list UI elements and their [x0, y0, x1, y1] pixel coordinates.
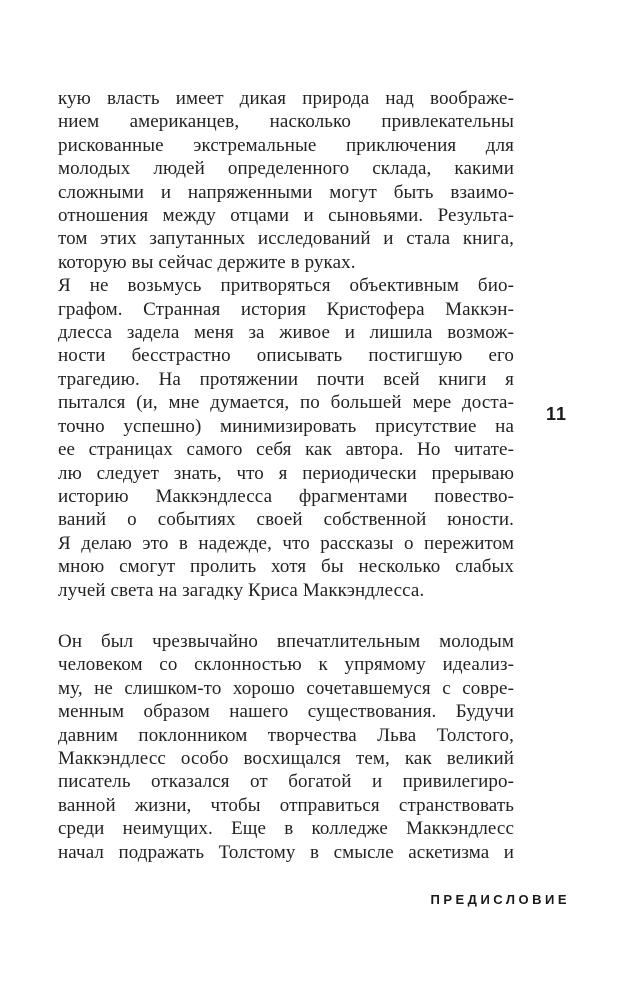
text-line: Маккэндлесс особо восхищался тем, как великий: [58, 747, 514, 769]
text-block: [58, 87, 514, 864]
text-line: Он был чрезвычайно впечатлительным молодым: [58, 630, 514, 652]
text-line: нием американцев, насколько привлекательны: [58, 111, 514, 133]
text-line: Я не возьмусь притворяться объективным био-: [58, 275, 514, 297]
text-line: которую вы сейчас держите в руках.: [58, 251, 356, 273]
text-line: менным образом нашего существования. Будучи: [58, 701, 514, 723]
text-line: лю следует знать, что я периодически прерываю: [58, 462, 514, 484]
text-line: лучей света на загадку Криса Маккэндлесса.: [58, 579, 425, 601]
paragraph: [58, 630, 514, 864]
text-line: сложными и напряженными могут быть взаимо-: [58, 181, 514, 203]
text-line: пытался (и, мне думается, по большей мере доста-: [58, 392, 514, 414]
text-line: отношения между отцами и сыновьями. Результа-: [58, 205, 514, 227]
paragraph: [58, 274, 514, 602]
running-footer-chapter-title: ПРЕДИСЛОВИЕ: [430, 892, 570, 907]
page-number: 11: [545, 404, 567, 424]
text-line: му, не слишком-то хорошо сочетавшемуся с совре-: [58, 677, 514, 699]
text-line: человеком со склонностью к упрямому идеализ-: [58, 654, 514, 676]
text-line: рискованные экстремальные приключения для: [58, 134, 514, 156]
text-line: кую власть имеет дикая природа над воображе-: [58, 88, 514, 109]
text-line: среди неимущих. Еще в колледже Маккэндлесс: [58, 818, 514, 840]
text-line: давним поклонником творчества Льва Толстого,: [58, 724, 514, 746]
text-line: точно успешно) минимизировать присутствие на: [58, 415, 514, 437]
text-line: том этих запутанных исследований и стала книга,: [58, 228, 514, 250]
paragraph: [58, 87, 514, 274]
text-line: длесса задела меня за живое и лишила возмож-: [58, 322, 514, 344]
text-line: ее страницах самого себя как автора. Но читате-: [58, 439, 514, 461]
text-line: ванной жизни, чтобы отправиться странствовать: [58, 794, 514, 816]
text-line: ваний о событиях своей собственной юности.: [58, 509, 514, 531]
text-line: молодых людей определенного склада, какими: [58, 158, 514, 180]
text-line: мною смогут пролить хотя бы несколько слабых: [58, 556, 514, 578]
text-line: трагедию. На протяжении почти всей книги я: [58, 368, 514, 390]
text-line: ности бесстрастно описывать постигшую его: [58, 345, 514, 367]
text-line: историю Маккэндлесса фрагментами повество-: [58, 485, 514, 507]
text-line: графом. Странная история Кристофера Маккэн-: [58, 298, 514, 320]
text-line: писатель отказался от богатой и привилегиро-: [58, 771, 514, 793]
text-line: начал подражать Толстому в смысле аскетизма и: [58, 841, 514, 863]
text-line: Я делаю это в надежде, что рассказы о пережитом: [58, 532, 514, 554]
